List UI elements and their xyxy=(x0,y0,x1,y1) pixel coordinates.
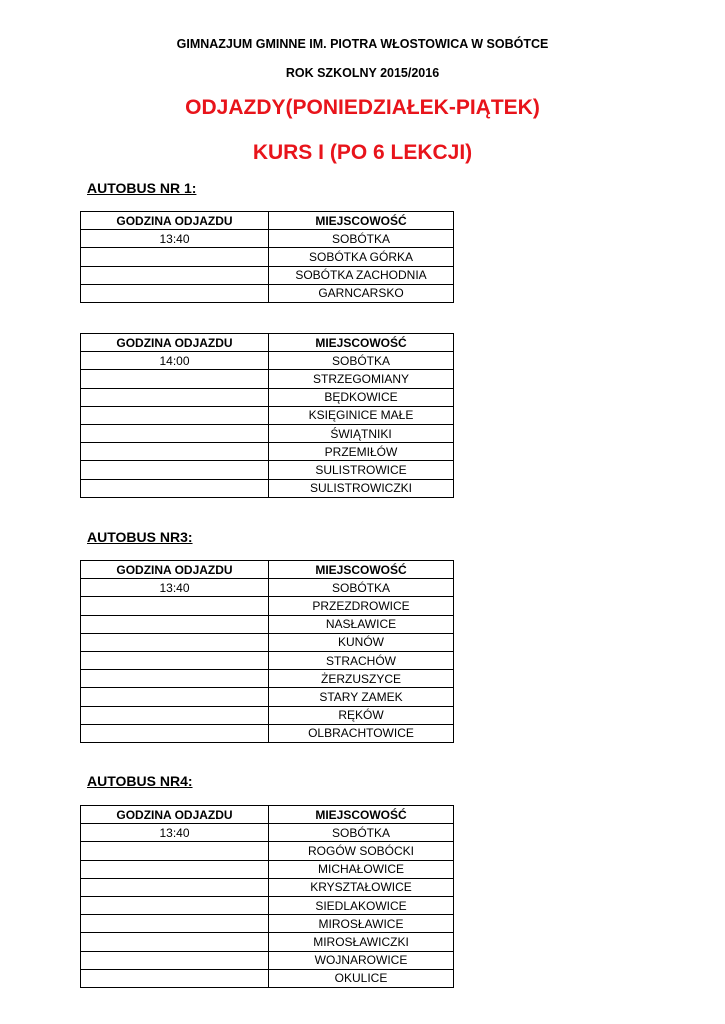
place-cell: MIROSŁAWICE xyxy=(269,915,454,933)
place-cell: SIEDLAKOWICE xyxy=(269,896,454,914)
departure-time-cell xyxy=(81,860,269,878)
bus-1-label: AUTOBUS NR 1: xyxy=(87,180,197,196)
table-row xyxy=(81,248,454,266)
departure-time-cell xyxy=(81,706,269,724)
place-cell: KUNÓW xyxy=(269,633,454,651)
table-row xyxy=(81,597,454,615)
place-cell: SOBÓTKA xyxy=(269,230,454,248)
table-header-row xyxy=(81,334,454,352)
departure-time-cell xyxy=(81,842,269,860)
column-header-place: MIEJSCOWOŚĆ xyxy=(269,212,454,230)
departure-time-cell xyxy=(81,615,269,633)
departure-time-cell xyxy=(81,670,269,688)
table-row xyxy=(81,670,454,688)
table-row xyxy=(81,406,454,424)
departure-time-cell xyxy=(81,724,269,742)
place-cell: SOBÓTKA xyxy=(269,579,454,597)
table-row xyxy=(81,860,454,878)
departure-time-cell xyxy=(81,597,269,615)
table-row xyxy=(81,615,454,633)
departure-time-cell xyxy=(81,633,269,651)
place-cell: WOJNAROWICE xyxy=(269,951,454,969)
departure-time-cell xyxy=(81,688,269,706)
table-row xyxy=(81,842,454,860)
table-row xyxy=(81,951,454,969)
place-cell: SOBÓTKA xyxy=(269,352,454,370)
table-header-row xyxy=(81,561,454,579)
column-header-time: GODZINA ODJAZDU xyxy=(81,561,269,579)
departure-time-cell xyxy=(81,370,269,388)
place-cell: OLBRACHTOWICE xyxy=(269,724,454,742)
column-header-time: GODZINA ODJAZDU xyxy=(81,806,269,824)
column-header-time: GODZINA ODJAZDU xyxy=(81,212,269,230)
page-title: ODJAZDY(PONIEDZIAŁEK-PIĄTEK) xyxy=(185,96,540,119)
column-header-place: MIEJSCOWOŚĆ xyxy=(269,806,454,824)
place-cell: STRZEGOMIANY xyxy=(269,370,454,388)
bus-3-label: AUTOBUS NR3: xyxy=(87,529,193,545)
departure-time-cell xyxy=(81,248,269,266)
departure-time-cell xyxy=(81,461,269,479)
departure-time-cell xyxy=(81,896,269,914)
place-cell: RĘKÓW xyxy=(269,706,454,724)
column-header-time: GODZINA ODJAZDU xyxy=(81,334,269,352)
departure-time-cell xyxy=(81,479,269,497)
table-row xyxy=(81,370,454,388)
departure-time-cell: 13:40 xyxy=(81,230,269,248)
departure-time-cell: 14:00 xyxy=(81,352,269,370)
departure-time-cell xyxy=(81,284,269,302)
place-cell: BĘDKOWICE xyxy=(269,388,454,406)
school-name: GIMNAZJUM GMINNE IM. PIOTRA WŁOSTOWICA W SOBÓTCE xyxy=(176,37,549,51)
place-cell: SOBÓTKA xyxy=(269,824,454,842)
schedule-table xyxy=(80,805,454,988)
table-row xyxy=(81,724,454,742)
departure-time-cell xyxy=(81,651,269,669)
table-row xyxy=(81,633,454,651)
table-row xyxy=(81,479,454,497)
schedule-table xyxy=(80,333,454,498)
place-cell: PRZEMIŁÓW xyxy=(269,443,454,461)
place-cell: SULISTROWICZKI xyxy=(269,479,454,497)
place-cell: KRYSZTAŁOWICE xyxy=(269,878,454,896)
table-row xyxy=(81,896,454,914)
place-cell: MICHAŁOWICE xyxy=(269,860,454,878)
schedule-table xyxy=(80,560,454,743)
table-row xyxy=(81,651,454,669)
table-row xyxy=(81,443,454,461)
schedule-table xyxy=(80,211,454,303)
departure-time-cell xyxy=(81,406,269,424)
table-row xyxy=(81,266,454,284)
table-row xyxy=(81,706,454,724)
place-cell: PRZEZDROWICE xyxy=(269,597,454,615)
table-row xyxy=(81,284,454,302)
place-cell: SOBÓTKA GÓRKA xyxy=(269,248,454,266)
table-row xyxy=(81,388,454,406)
page-subtitle: KURS I (PO 6 LEKCJI) xyxy=(252,141,473,164)
table-row xyxy=(81,352,454,370)
place-cell: SULISTROWICE xyxy=(269,461,454,479)
place-cell: STRACHÓW xyxy=(269,651,454,669)
departure-time-cell xyxy=(81,388,269,406)
place-cell: ŚWIĄTNIKI xyxy=(269,424,454,442)
table-row xyxy=(81,878,454,896)
table-row xyxy=(81,688,454,706)
departure-time-cell xyxy=(81,443,269,461)
departure-time-cell xyxy=(81,424,269,442)
table-row xyxy=(81,461,454,479)
table-row xyxy=(81,579,454,597)
school-year: ROK SZKOLNY 2015/2016 xyxy=(285,66,440,80)
departure-time-cell xyxy=(81,933,269,951)
bus-4-label: AUTOBUS NR4: xyxy=(87,773,193,789)
place-cell: ROGÓW SOBÓCKI xyxy=(269,842,454,860)
place-cell: ŻERZUSZYCE xyxy=(269,670,454,688)
place-cell: SOBÓTKA ZACHODNIA xyxy=(269,266,454,284)
departure-time-cell xyxy=(81,915,269,933)
place-cell: OKULICE xyxy=(269,969,454,987)
column-header-place: MIEJSCOWOŚĆ xyxy=(269,334,454,352)
table-row xyxy=(81,230,454,248)
table-row xyxy=(81,824,454,842)
departure-time-cell xyxy=(81,969,269,987)
table-row xyxy=(81,915,454,933)
place-cell: STARY ZAMEK xyxy=(269,688,454,706)
table-header-row xyxy=(81,806,454,824)
departure-time-cell: 13:40 xyxy=(81,579,269,597)
place-cell: NASŁAWICE xyxy=(269,615,454,633)
place-cell: KSIĘGINICE MAŁE xyxy=(269,406,454,424)
table-row xyxy=(81,969,454,987)
departure-time-cell: 13:40 xyxy=(81,824,269,842)
departure-time-cell xyxy=(81,951,269,969)
table-row xyxy=(81,933,454,951)
place-cell: MIROSŁAWICZKI xyxy=(269,933,454,951)
table-row xyxy=(81,424,454,442)
column-header-place: MIEJSCOWOŚĆ xyxy=(269,561,454,579)
departure-time-cell xyxy=(81,878,269,896)
table-header-row xyxy=(81,212,454,230)
departure-time-cell xyxy=(81,266,269,284)
place-cell: GARNCARSKO xyxy=(269,284,454,302)
